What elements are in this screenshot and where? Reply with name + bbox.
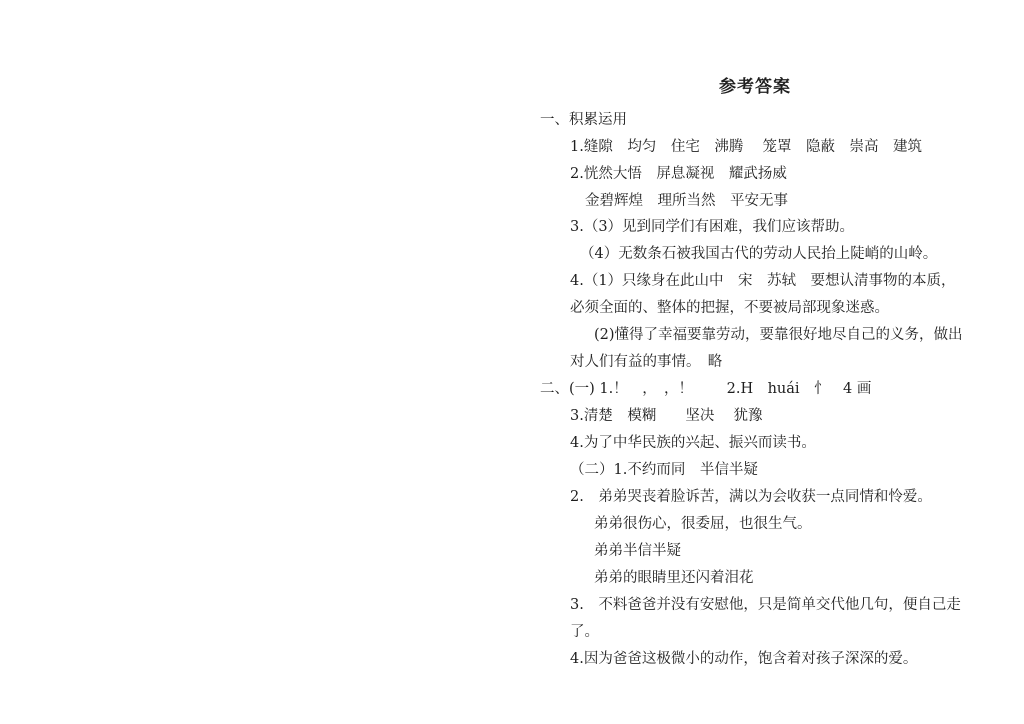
- answer-line: 必须全面的、整体的把握，不要被局部现象迷惑。: [570, 300, 889, 316]
- answer-line: 金碧辉煌 理所当然 平安无事: [585, 193, 788, 209]
- answer-line: 2.恍然大悟 屏息凝视 耀武扬威: [570, 166, 787, 182]
- answer-line: 了。: [570, 624, 599, 640]
- answer-line: 4.为了中华民族的兴起、振兴而读书。: [570, 435, 816, 451]
- answer-line: 4.因为爸爸这极微小的动作，饱含着对孩子深深的爱。: [570, 651, 918, 667]
- answer-line: 对人们有益的事情。 略: [570, 354, 723, 370]
- answer-line: (2)懂得了幸福要靠劳动，要靠很好地尽自己的义务，做出: [594, 327, 963, 343]
- answer-line: 4.（1）只缘身在此山中 宋 苏轼 要想认清事物的本质，: [570, 273, 956, 289]
- answer-line: 1.缝隙 均匀 住宅 沸腾 笼罩 隐蔽 崇高 建筑: [570, 139, 922, 155]
- answer-line: 3.（3）见到同学们有困难，我们应该帮助。: [570, 219, 855, 235]
- section-2-heading: 二、(一) 1.！ ， ，！ 2.H huái 忄 4 画: [540, 381, 872, 397]
- answer-line: 2. 弟弟哭丧着脸诉苦，满以为会收获一点同情和怜爱。: [570, 489, 932, 505]
- page-title: 参考答案: [719, 77, 791, 97]
- answer-line: 3. 不料爸爸并没有安慰他，只是简单交代他几句，便自己走: [570, 597, 961, 613]
- answer-line: 3.清楚 模糊 坚决 犹豫: [570, 408, 763, 424]
- answer-line: 弟弟半信半疑: [594, 543, 681, 559]
- answer-line: （二）1.不约而同 半信半疑: [570, 462, 758, 478]
- answer-line: 弟弟很伤心，很委屈，也很生气。: [594, 516, 812, 532]
- answer-line: 弟弟的眼睛里还闪着泪花: [594, 570, 754, 586]
- answer-line: （4）无数条石被我国古代的劳动人民抬上陡峭的山岭。: [580, 246, 938, 262]
- section-1-heading: 一、积累运用: [540, 112, 627, 128]
